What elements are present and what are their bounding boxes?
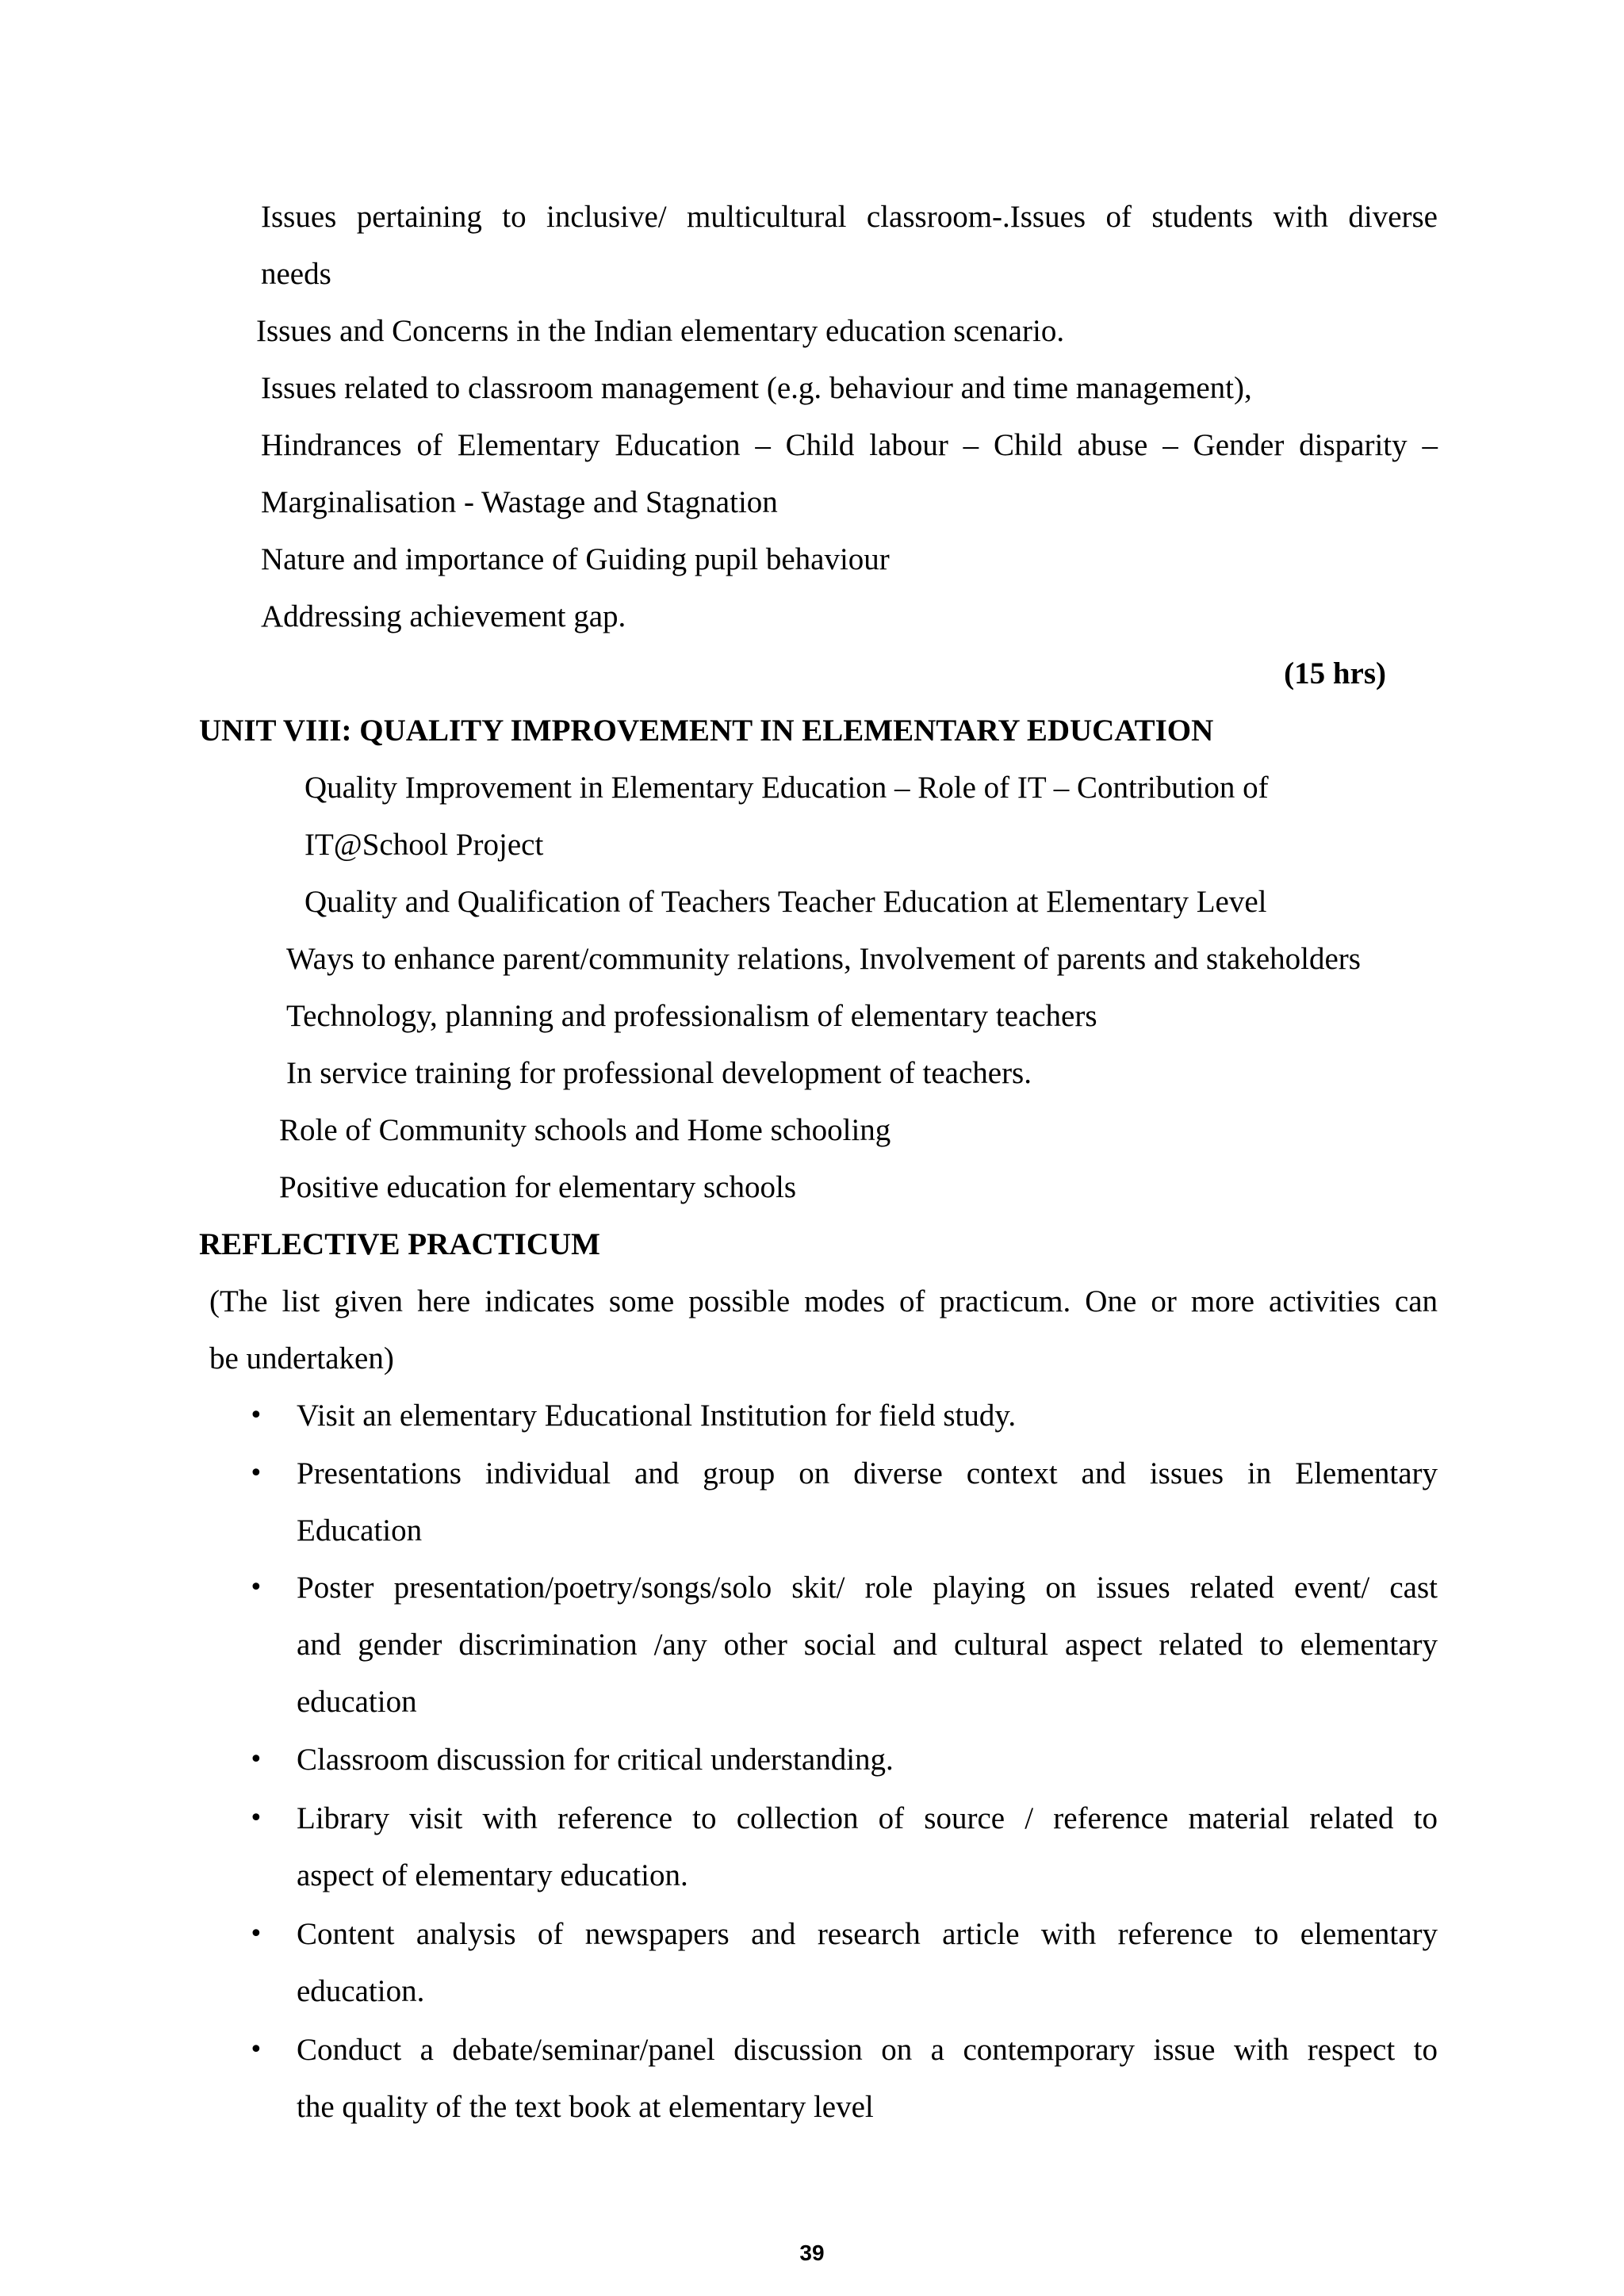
practicum-bullet-poster-cont: and gender discrimination /any other social and cultural aspect related to elementary bbox=[297, 1628, 1438, 1662]
unit8-item-quality-improvement-cont: IT@School Project bbox=[304, 828, 544, 862]
bullet-icon: • bbox=[249, 1460, 263, 1487]
practicum-intro-cont: be undertaken) bbox=[209, 1341, 394, 1376]
unit7-item-issues-concerns: Issues and Concerns in the Indian elementary education scenario. bbox=[256, 314, 1065, 348]
unit8-hours: (15 hrs) bbox=[1284, 656, 1386, 691]
unit8-item-technology: Technology, planning and professionalism of elementary teachers bbox=[286, 999, 1097, 1033]
practicum-bullet-library: Library visit with reference to collection of source / reference material related to bbox=[297, 1801, 1438, 1835]
practicum-bullet-presentations-cont: Education bbox=[297, 1513, 423, 1548]
unit7-item-guiding-pupil: Nature and importance of Guiding pupil behaviour bbox=[261, 542, 890, 576]
unit8-item-community-schools: Role of Community schools and Home schooling bbox=[279, 1113, 891, 1147]
practicum-bullet-debate: Conduct a debate/seminar/panel discussion on a contemporary issue with respect to bbox=[297, 2033, 1438, 2067]
unit8-heading: UNIT VIII: QUALITY IMPROVEMENT IN ELEMENTARY EDUCATION bbox=[199, 714, 1214, 748]
bullet-icon: • bbox=[249, 1402, 263, 1429]
practicum-bullet-content-analysis-cont: education. bbox=[297, 1974, 425, 2008]
page-number: 39 bbox=[799, 2241, 825, 2265]
practicum-bullet-library-cont: aspect of elementary education. bbox=[297, 1858, 688, 1892]
unit8-item-in-service: In service training for professional development of teachers. bbox=[286, 1056, 1032, 1090]
unit7-item-inclusive-cont: needs bbox=[261, 257, 331, 291]
practicum-bullet-presentations: Presentations individual and group on diverse context and issues in Elementary bbox=[297, 1456, 1438, 1490]
bullet-icon: • bbox=[249, 1804, 263, 1832]
bullet-icon: • bbox=[249, 1574, 263, 1601]
unit7-item-classroom-management: Issues related to classroom management (e.g. behaviour and time management), bbox=[261, 371, 1252, 405]
bullet-icon: • bbox=[249, 1920, 263, 1948]
unit7-item-hindrances: Hindrances of Elementary Education – Child labour – Child abuse – Gender disparity – bbox=[261, 428, 1438, 462]
unit8-item-teacher-quality: Quality and Qualification of Teachers Teacher Education at Elementary Level bbox=[304, 885, 1267, 919]
unit7-item-inclusive: Issues pertaining to inclusive/ multicultural classroom-.Issues of students with diverse bbox=[261, 200, 1438, 234]
practicum-bullet-poster: Poster presentation/poetry/songs/solo skit/ role playing on issues related event/ cast bbox=[297, 1571, 1438, 1605]
practicum-intro: (The list given here indicates some possible modes of practicum. One or more activities can bbox=[209, 1284, 1438, 1318]
unit8-item-parent-relations: Ways to enhance parent/community relations, Involvement of parents and stakeholders bbox=[286, 942, 1361, 976]
bullet-icon: • bbox=[249, 2036, 263, 2064]
practicum-bullet-content-analysis: Content analysis of newspapers and research article with reference to elementary bbox=[297, 1917, 1438, 1951]
unit8-item-quality-improvement: Quality Improvement in Elementary Education – Role of IT – Contribution of bbox=[304, 771, 1269, 805]
practicum-heading: REFLECTIVE PRACTICUM bbox=[199, 1227, 600, 1261]
practicum-bullet-discussion: Classroom discussion for critical understanding. bbox=[297, 1743, 894, 1777]
practicum-bullet-debate-cont: the quality of the text book at elementary level bbox=[297, 2090, 874, 2124]
unit7-item-achievement-gap: Addressing achievement gap. bbox=[261, 599, 626, 633]
unit8-item-positive-education: Positive education for elementary schools bbox=[279, 1170, 796, 1204]
practicum-bullet-poster-cont2: education bbox=[297, 1685, 417, 1719]
practicum-bullet-visit: Visit an elementary Educational Institution for field study. bbox=[297, 1399, 1017, 1433]
unit7-item-hindrances-cont: Marginalisation - Wastage and Stagnation bbox=[261, 485, 778, 519]
bullet-icon: • bbox=[249, 1746, 263, 1774]
